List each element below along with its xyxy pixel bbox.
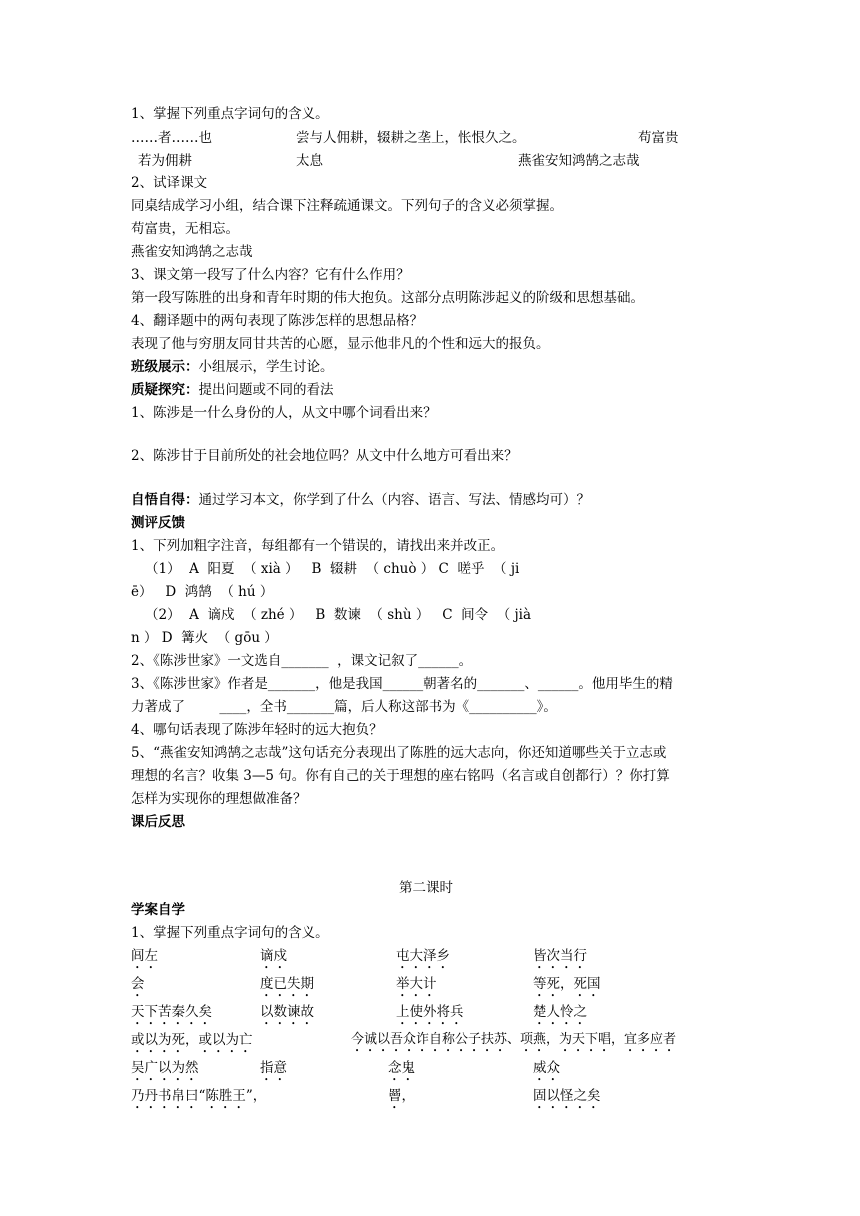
question: 理想的名言？收集 3—5 句。你有自己的关于理想的座右铭吗（名言或自创都行）？你打算	[131, 768, 670, 784]
pinyin-option-line: n ） D 篝火 （ gōu ）	[131, 630, 278, 646]
vocab-item: 皆次当行	[533, 948, 587, 964]
question: 1、下列加粗字注音，每组都有一个错误的，请找出来并改正。	[131, 538, 505, 554]
paragraph: 燕雀安知鸿鹄之志哉	[131, 244, 253, 260]
vocab-item: 威众	[533, 1060, 560, 1076]
inquiry-line	[131, 380, 334, 400]
vocab-item: 度已失期	[260, 976, 314, 992]
section-heading: 课后反思	[131, 814, 185, 830]
vocab-item: 尝与人佣耕，辍耕之垄上，怅恨久之。	[296, 130, 526, 146]
question: 怎样为实现你的理想做准备？	[131, 791, 307, 807]
pinyin-option-line: （1） A 阳夏 （ xià ） B 辍耕 （ chuò ） C 嗟乎 （ ji	[145, 561, 520, 577]
vocab-item: 举大计	[396, 976, 437, 992]
vocab-item: 楚人怜之	[533, 1004, 587, 1020]
section-text: 通过学习本文，你学到了什么（内容、语言、写法、情感均可）？	[198, 492, 590, 508]
vocab-item: 闾左	[131, 948, 158, 964]
vocab-item: 太息	[296, 153, 323, 169]
vocab-item: 或以为死，或以为亡	[131, 1032, 253, 1048]
item-1-heading: 1、掌握下列重点字词句的含义。	[131, 925, 329, 941]
vocab-item: 指意	[260, 1060, 287, 1076]
question: 2、陈涉甘于目前所处的社会地位吗？从文中什么地方可看出来？	[131, 448, 518, 464]
section-label: 班级展示：	[131, 359, 199, 375]
item-1-heading: 1、掌握下列重点字词句的含义。	[131, 106, 329, 122]
question: 1、陈涉是一什么身份的人，从文中哪个词看出来？	[131, 405, 437, 421]
vocab-item: 燕雀安知鸿鹄之志哉	[518, 153, 640, 169]
paragraph: 第一段写陈胜的出身和青年时期的伟大抱负。这部分点明陈涉起义的阶级和思想基础。	[131, 290, 644, 306]
fill-blank-question: 3、《陈涉世家》作者是_______，他是我国______朝著名的_______、______。他用毕生的精	[131, 676, 673, 692]
class-display-line	[131, 357, 334, 377]
section-text: 小组展示，学生讨论。	[198, 359, 334, 375]
vocab-item: 上使外将兵	[396, 1004, 464, 1020]
vocab-item: 天下苦秦久矣	[131, 1004, 212, 1020]
question: 4、哪句话表现了陈涉年轻时的远大抱负？	[131, 722, 383, 738]
vocab-item: 今诚以吾众诈自称公子扶苏、项燕，为天下唱，宜多应者	[351, 1032, 677, 1047]
section-label: 自悟自得：	[131, 492, 199, 508]
section-label: 质疑探究：	[131, 382, 199, 398]
vocab-item: 固以怪之矣	[533, 1088, 601, 1104]
paragraph: 表现了他与穷朋友同甘共苦的心愿，显示他非凡的个性和远大的报负。	[131, 336, 550, 352]
vocab-item: 屯大泽乡	[396, 948, 450, 964]
vocab-item: 苟富贵	[638, 130, 679, 146]
vocab-item: 罾，	[388, 1088, 415, 1104]
question: 5、“燕雀安知鸿鹄之志哉”这句话充分表现出了陈胜的远大志向，你还知道哪些关于立志或	[131, 745, 667, 761]
section-text: 提出问题或不同的看法	[198, 382, 334, 398]
item-4-heading: 4、翻译题中的两句表现了陈涉怎样的思想品格？	[131, 313, 424, 329]
section-heading: 测评反馈	[131, 515, 185, 531]
item-2-heading: 2、试译课文	[131, 175, 208, 191]
fill-blank-question: 力著成了 ____，全书_______篇，后人称这部书为《__________》。	[131, 699, 557, 715]
vocab-item: 若为佣耕	[138, 153, 192, 169]
vocab-item: 等死，死国	[533, 976, 601, 992]
self-reflection-line	[131, 490, 590, 510]
fill-blank-question: 2、《陈涉世家》一文选自_______ ，课文记叙了______。	[131, 653, 473, 669]
pinyin-option-line: （2） A 谪戍 （ zhé ） B 数谏 （ shù ） C 间令 （ jià	[145, 607, 532, 623]
item-3-heading: 3、课文第一段写了什么内容？它有什么作用？	[131, 267, 410, 283]
paragraph: 同桌结成学习小组，结合课下注释疏通课文。下列句子的含义必须掌握。	[131, 198, 563, 214]
vocab-item: 以数谏故	[260, 1004, 314, 1020]
vocab-item: ……者……也	[131, 130, 212, 146]
pinyin-option-line: ē） D 鸿鹄 （ hú ）	[131, 584, 274, 600]
vocab-item: 念鬼	[388, 1060, 415, 1076]
vocab-item: 乃丹书帛曰“陈胜王”，	[131, 1088, 267, 1104]
vocab-item: 吴广以为然	[131, 1060, 199, 1076]
vocab-item: 谪戍	[260, 948, 287, 964]
section-heading: 学案自学	[131, 902, 185, 918]
vocab-item: 会	[131, 976, 145, 992]
paragraph: 苟富贵，无相忘。	[131, 221, 239, 237]
lesson-title: 第二课时	[399, 880, 453, 896]
